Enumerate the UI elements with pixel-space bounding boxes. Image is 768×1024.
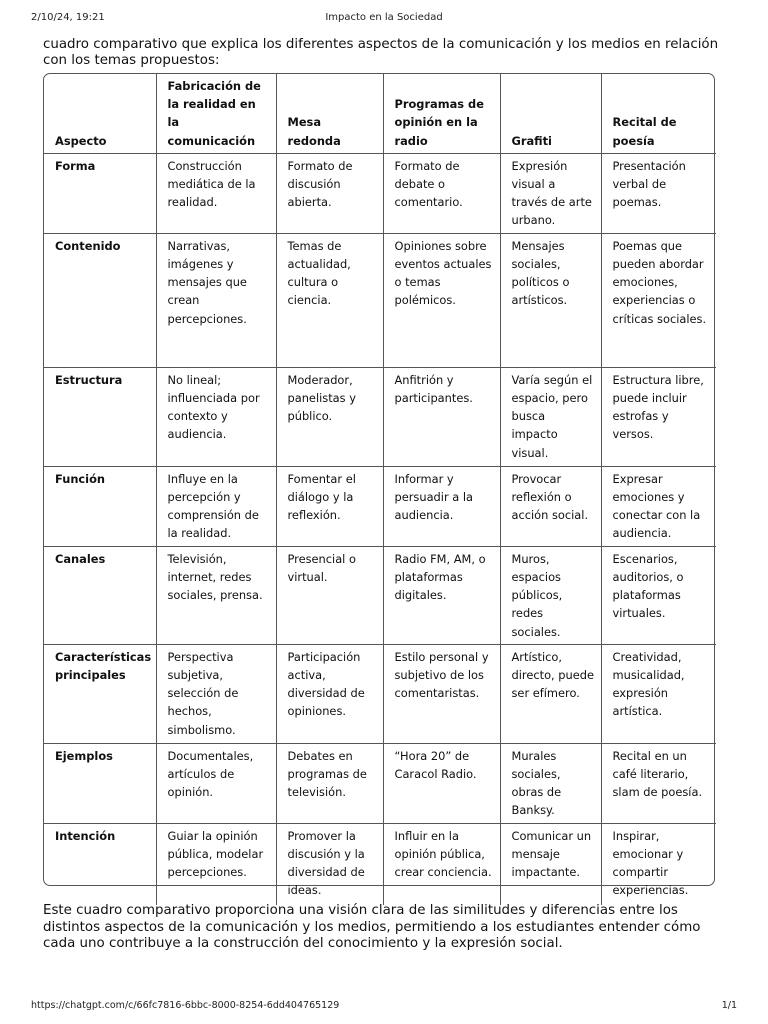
table-cell: No lineal; influenciada por contexto y audiencia. [156, 367, 276, 466]
table-row [44, 743, 716, 823]
table-row [44, 233, 716, 367]
table-cell: Escenarios, auditorios, o plataformas virtuales. [601, 546, 716, 644]
table-cell: Formato de debate o comentario. [383, 153, 500, 233]
table-cell: Expresar emociones y conectar con la audiencia. [601, 466, 716, 546]
intro-paragraph: cuadro comparativo que explica los diferentes aspectos de la comunicación y los medios en relación con los temas propuestos: [43, 37, 719, 68]
table-cell: Estructura libre, puede incluir estrofas y versos. [601, 367, 716, 466]
table-cell: Narrativas, imágenes y mensajes que crean percepciones. [156, 233, 276, 367]
table-cell: Provocar reflexión o acción social. [500, 466, 601, 546]
table-cell: Muros, espacios públicos, redes sociales. [500, 546, 601, 644]
table-cell: Varía según el espacio, pero busca impacto visual. [500, 367, 601, 466]
table-row [44, 546, 716, 644]
row-aspect-label: Contenido [44, 233, 156, 367]
table-cell: Radio FM, AM, o plataformas digitales. [383, 546, 500, 644]
table-cell: Construcción mediática de la realidad. [156, 153, 276, 233]
column-header: Programas de opinión en la radio [383, 74, 500, 153]
row-aspect-label: Estructura [44, 367, 156, 466]
table-cell: Influye en la percepción y comprensión de la realidad. [156, 466, 276, 546]
row-aspect-label: Canales [44, 546, 156, 644]
table-cell: Promover la discusión y la diversidad de ideas. [276, 823, 383, 905]
table-cell: Anfitrión y participantes. [383, 367, 500, 466]
table-cell: Presencial o virtual. [276, 546, 383, 644]
table-cell: Debates en programas de televisión. [276, 743, 383, 823]
table-row [44, 644, 716, 743]
print-url: https://chatgpt.com/c/66fc7816-6bbc-8000-8254-6dd404765129 [31, 1000, 340, 1011]
print-footer [0, 1000, 768, 1014]
table-cell: Formato de discusión abierta. [276, 153, 383, 233]
table-cell: “Hora 20” de Caracol Radio. [383, 743, 500, 823]
table-row [44, 153, 716, 233]
table-row [44, 367, 716, 466]
row-aspect-label: Características principales [44, 644, 156, 743]
table-cell: Temas de actualidad, cultura o ciencia. [276, 233, 383, 367]
table-cell: Creatividad, musicalidad, expresión artística. [601, 644, 716, 743]
conclusion-paragraph: Este cuadro comparativo proporciona una visión clara de las similitudes y diferencias entre los distintos aspectos de la comunicación y los medios, permitiendo a los estudiantes entender cómo cada uno contribuye a la construcción del conocimiento y la expresión social. [43, 903, 701, 951]
table-row [44, 823, 716, 905]
table-cell: Opiniones sobre eventos actuales o temas polémicos. [383, 233, 500, 367]
print-header [0, 12, 768, 26]
table-cell: Moderador, panelistas y público. [276, 367, 383, 466]
column-header: Aspecto [44, 74, 156, 153]
column-header: Fabricación de la realidad en la comunicación [156, 74, 276, 153]
table-cell: Comunicar un mensaje impactante. [500, 823, 601, 905]
row-aspect-label: Forma [44, 153, 156, 233]
table-cell: Informar y persuadir a la audiencia. [383, 466, 500, 546]
table-cell: Murales sociales, obras de Banksy. [500, 743, 601, 823]
table-cell: Inspirar, emocionar y compartir experiencias. [601, 823, 716, 905]
table-header-row [44, 74, 716, 153]
table-cell: Influir en la opinión pública, crear conciencia. [383, 823, 500, 905]
table-cell: Televisión, internet, redes sociales, prensa. [156, 546, 276, 644]
table-cell: Perspectiva subjetiva, selección de hechos, simbolismo. [156, 644, 276, 743]
table-cell: Guiar la opinión pública, modelar percepciones. [156, 823, 276, 905]
row-aspect-label: Función [44, 466, 156, 546]
table-cell: Mensajes sociales, políticos o artísticos. [500, 233, 601, 367]
table-cell: Fomentar el diálogo y la reflexión. [276, 466, 383, 546]
table-cell: Artístico, directo, puede ser efímero. [500, 644, 601, 743]
row-aspect-label: Intención [44, 823, 156, 905]
column-header: Recital de poesía [601, 74, 716, 153]
print-datetime: 2/10/24, 19:21 [31, 12, 105, 23]
row-aspect-label: Ejemplos [44, 743, 156, 823]
print-title: Impacto en la Sociedad [325, 12, 443, 23]
comparison-table [44, 74, 716, 905]
table-cell: Documentales, artículos de opinión. [156, 743, 276, 823]
table-cell: Estilo personal y subjetivo de los comentaristas. [383, 644, 500, 743]
comparison-table-container [43, 73, 715, 898]
page-number: 1/1 [721, 1000, 737, 1011]
table-cell: Recital en un café literario, slam de poesía. [601, 743, 716, 823]
column-header: Mesa redonda [276, 74, 383, 153]
table-row [44, 466, 716, 546]
table-cell: Presentación verbal de poemas. [601, 153, 716, 233]
table-cell: Participación activa, diversidad de opiniones. [276, 644, 383, 743]
table-cell: Poemas que pueden abordar emociones, experiencias o críticas sociales. [601, 233, 716, 367]
table-cell: Expresión visual a través de arte urbano. [500, 153, 601, 233]
column-header: Grafiti [500, 74, 601, 153]
